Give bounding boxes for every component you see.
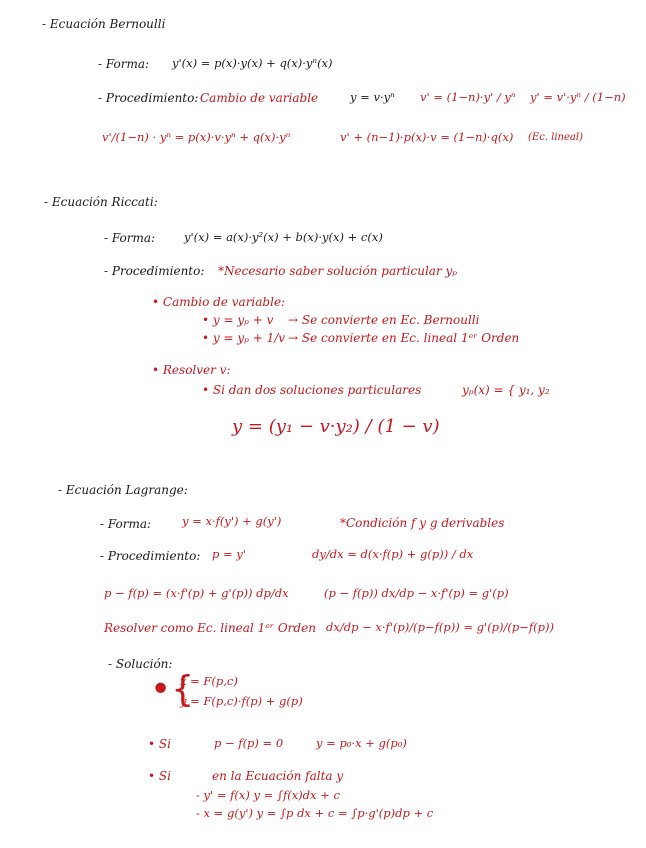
lagrange-solution-y: y = F(p,c)·f(p) + g(p) [180,694,303,708]
bernoulli-heading: - Ecuación Bernoulli [42,17,166,31]
lagrange-condicion-note: *Condición f y g derivables [340,516,505,530]
bernoulli-forma-equation: y'(x) = p(x)·y(x) + q(x)·yⁿ(x) [172,56,333,70]
riccati-cambio-title: • Cambio de variable: [152,295,286,309]
lagrange-case-yprime: - y' = f(x) y = ∫f(x)dx + c [196,788,340,802]
bernoulli-eq-vprime: v' = (1−n)·y' / yⁿ [420,90,516,104]
lagrange-solucion-label: - Solución: [108,657,173,671]
bernoulli-eq-substituted: v'/(1−n) · yⁿ = p(x)·v·yⁿ + q(x)·yⁿ [102,130,291,144]
riccati-arrow-lineal: → Se convierte en Ec. lineal 1ᵉʳ Orden [288,331,520,345]
riccati-cambio-bernoulli: • y = yₚ + v [202,313,274,327]
bernoulli-forma-label: - Forma: [98,57,150,71]
riccati-arrow-bernoulli: → Se convierte en Ec. Bernoulli [288,313,480,327]
lagrange-procedimiento-label: - Procedimiento: [100,549,201,563]
lagrange-si-missing: • Si [148,769,171,783]
lagrange-si-singular: • Si [148,737,171,751]
riccati-yp-cases: yₚ(x) = { y₁, y₂ [462,383,550,397]
lagrange-forma-equation: y = x·f(y') + g(y') [182,514,282,528]
riccati-heading: - Ecuación Riccati: [44,195,158,209]
lagrange-dydx: dy/dx = d(x·f(p) + g(p)) / dx [312,547,474,561]
bernoulli-eq-substitution: y = v·yⁿ [350,90,395,104]
lagrange-missing-y-text: en la Ecuación falta y [212,769,344,783]
lagrange-solution-x: x = F(p,c) [180,674,238,688]
lagrange-solution-brace: •{ [150,669,195,710]
riccati-resolver-title: • Resolver v: [152,363,231,377]
bernoulli-cambio-variable: Cambio de variable [200,91,319,105]
bernoulli-eq-linear: v' + (n−1)·p(x)·v = (1−n)·q(x) [340,130,514,144]
riccati-forma-label: - Forma: [104,231,156,245]
lagrange-heading: - Ecuación Lagrange: [58,483,188,497]
riccati-procedimiento-label: - Procedimiento: [104,264,205,278]
lagrange-eq-b: (p − f(p)) dx/dp − x·f'(p) = g'(p) [324,586,509,600]
riccati-cambio-lineal: • y = yₚ + 1/v [202,331,286,345]
riccati-general-formula: y = (y₁ − v·y₂) / (1 − v) [232,416,440,437]
lagrange-singular-condition: p − f(p) = 0 [214,736,284,750]
lagrange-p-substitution: p = y' [212,547,246,561]
lagrange-case-x: - x = g(y') y = ∫p dx + c = ∫p·g'(p)dp + c [196,806,434,820]
riccati-forma-equation: y'(x) = a(x)·y²(x) + b(x)·y(x) + c(x) [184,230,383,244]
lagrange-eq-c: dx/dp − x·f'(p)/(p−f(p)) = g'(p)/(p−f(p)) [326,620,554,634]
riccati-dos-soluciones: • Si dan dos soluciones particulares [202,383,422,397]
bernoulli-linear-note: (Ec. lineal) [528,132,583,143]
lagrange-eq-a: p − f(p) = (x·f'(p) + g'(p)) dp/dx [104,586,289,600]
lagrange-forma-label: - Forma: [100,517,152,531]
riccati-particular-note: *Necesario saber solución particular yₚ [218,264,458,278]
lagrange-resolver-text: Resolver como Ec. lineal 1ᵉʳ Orden [104,621,316,635]
lagrange-singular-result: y = p₀·x + g(p₀) [316,736,407,750]
bernoulli-procedimiento-label: - Procedimiento: [98,91,199,105]
bernoulli-eq-yprime: y' = v'·yⁿ / (1−n) [530,90,626,104]
